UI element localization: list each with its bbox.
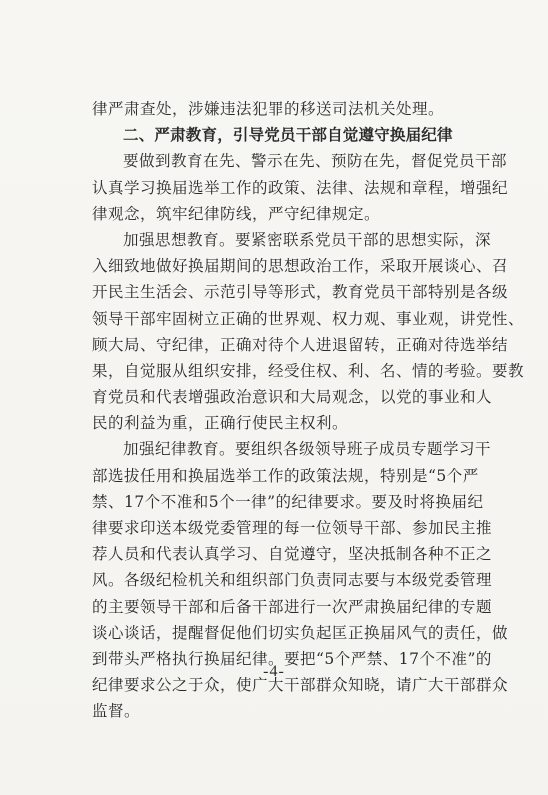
text-line: 部选拔任用和换届选举工作的政策法规，特别是“5个严	[92, 466, 479, 485]
text-line: 监督。	[92, 702, 141, 721]
paragraph-start: 加强纪律教育。要组织各级领导班子成员专题学习干	[123, 440, 492, 459]
text-line: 顾大局、守纪律，正确对待个人进退留转，正确对待选举结	[92, 335, 509, 354]
text-line: 民的利益为重，正确行使民主权利。	[92, 414, 349, 433]
text-line: 律观念，筑牢纪律防线，严守纪律规定。	[92, 204, 381, 223]
text-line: 育党员和代表增强政治意识和大局观念，以党的事业和人	[92, 388, 493, 407]
text-line: 入细致地做好换届期间的思想政治工作，采取开展谈心、召	[92, 257, 509, 276]
text-line: 律严肃查处，涉嫌违法犯罪的移送司法机关处理。	[92, 100, 445, 118]
page-number: -4-	[263, 663, 285, 680]
text-line: 果，自觉服从组织安排，经受住权、利、名、情的考验。要教	[92, 361, 525, 380]
section-heading: 二、严肃教育，引导党员干部自觉遵守换届纪律	[123, 125, 453, 145]
text-line: 到带头严格执行换届纪律。要把“5个严禁、17个不准”的	[92, 649, 492, 668]
text-line: 的主要领导干部和后备干部进行一次严肃换届纪律的专题	[92, 597, 493, 616]
text-line: 领导干部牢固树立正确的世界观、权力观、事业观，讲党性、	[92, 309, 525, 328]
text-line: 开民主生活会、示范引导等形式，教育党员干部特别是各级	[92, 283, 509, 302]
paragraph-start: 加强思想教育。要紧密联系党员干部的思想实际，深	[123, 230, 492, 249]
text-line: 荐人员和代表认真学习、自觉遵守，坚决抵制各种不正之	[92, 545, 493, 564]
text-line: 禁、17个不准和5个一律”的纪律要求。要及时将换届纪	[92, 492, 484, 511]
text-line: 认真学习换届选举工作的政策、法律、法规和章程，增强纪	[92, 178, 509, 197]
page-body	[92, 96, 525, 725]
paragraph-start: 要做到教育在先、警示在先、预防在先，督促党员干部	[123, 152, 508, 171]
text-line: 风。各级纪检机关和组织部门负责同志要与本级党委管理	[92, 571, 493, 590]
text-line: 律要求印送本级党委管理的每一位领导干部、参加民主推	[92, 519, 493, 537]
text-line: 纪律要求公之于众，使广大干部群众知晓，请广大干部群众	[92, 676, 509, 695]
text-line: 谈心谈话，提醒督促他们切实负起匡正换届风气的责任，做	[92, 623, 509, 642]
